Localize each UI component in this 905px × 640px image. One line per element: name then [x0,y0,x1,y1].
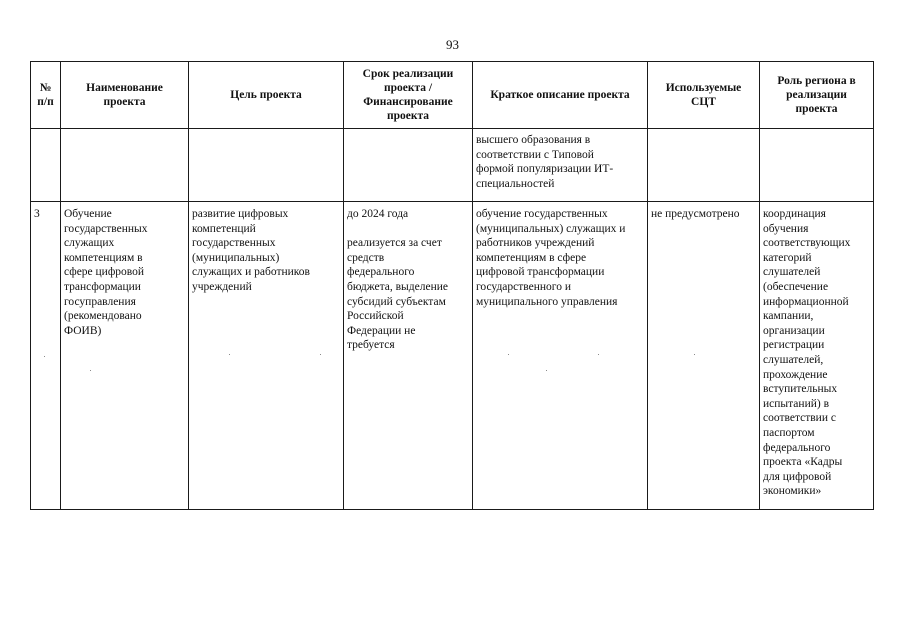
cell-project-goal [189,129,344,202]
scan-speck [508,354,509,355]
cell-project-name: Обучение государственных служащих компетенциям в сфере цифровой трансформации госуправления (рекомендовано ФОИВ) [61,202,189,510]
cell-used-sct: не предусмотрено [648,202,760,510]
header-number: № п/п [31,62,61,129]
scan-speck [598,354,599,355]
cell-project-description: высшего образования в соответствии с Типовой формой популяризации ИТ- специальностей [473,129,648,202]
cell-number: 3 [31,202,61,510]
table-header-row [31,62,874,129]
table-row [31,202,874,510]
cell-project-goal: развитие цифровых компетенций государственных (муниципальных) служащих и работников учреждений [189,202,344,510]
header-project-name: Наименование проекта [61,62,189,129]
scan-speck [694,354,695,355]
header-project-goal: Цель проекта [189,62,344,129]
header-project-description: Краткое описание проекта [473,62,648,129]
header-used-sct: Используемые СЦТ [648,62,760,129]
scan-speck [546,370,547,371]
scan-speck [229,354,230,355]
scan-speck [90,370,91,371]
header-region-role: Роль региона в реализации проекта [760,62,874,129]
cell-number [31,129,61,202]
projects-table [30,61,874,510]
cell-project-term [344,129,473,202]
cell-project-term: до 2024 года реализуется за счет средств федерального бюджета, выделение субсидий субъектам Российской Федерации не требуется [344,202,473,510]
table-row [31,129,874,202]
cell-used-sct [648,129,760,202]
scan-speck [44,356,45,357]
scan-speck [320,354,321,355]
cell-project-name [61,129,189,202]
page-number: 93 [446,37,459,52]
cell-region-role: координация обучения соответствующих категорий слушателей (обеспечение информационной кампании, организации регистрации слушателей, прохождение вступительных испытаний) в соответствии с паспортом федерального проекта «Кадры для цифровой экономики» [760,202,874,510]
cell-project-description: обучение государственных (муниципальных) служащих и работников учреждений компетенциям в сфере цифровой трансформации государственного и муниципального управления [473,202,648,510]
header-project-term: Срок реализации проекта / Финансирование проекта [344,62,473,129]
cell-region-role [760,129,874,202]
